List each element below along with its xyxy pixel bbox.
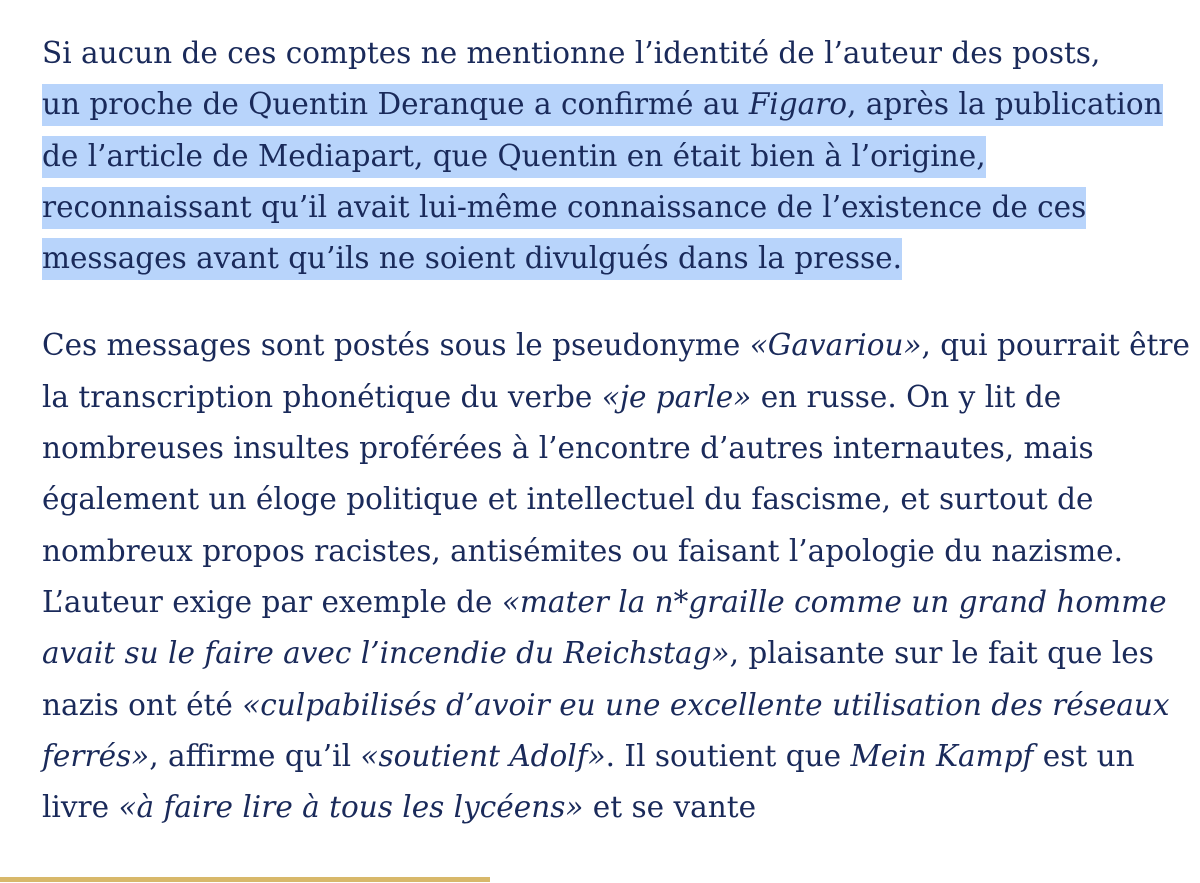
- quote-reichstag: «mater la n*graille comme un grand homme avait su le faire avec l’incendie du Reichstag»: [42, 584, 1167, 671]
- paragraph-2-text-2: , qui pourrait être la transcription phonétique du verbe: [42, 328, 1190, 414]
- paragraph-1-lead: Si aucun de ces comptes ne mentionne l’identité de l’auteur des posts,: [42, 36, 1101, 70]
- paragraph-2-text-7: est un livre: [42, 738, 1135, 825]
- quote-lyceens: «à faire lire à tous les lycéens»: [118, 790, 584, 825]
- selected-italic-figaro: Figaro: [748, 87, 848, 122]
- quote-gavariou: «Gavariou»: [749, 328, 922, 363]
- paragraph-2-text-8: et se vante: [583, 790, 757, 825]
- paragraph-2: [42, 320, 1192, 833]
- quote-reseaux-ferres: «culpabilisés d’avoir eu une excellente utilisation des réseaux ferrés»: [42, 687, 1170, 773]
- paragraph-2-text-4: , plaisante sur le fait que les nazis ont été: [42, 636, 1154, 722]
- reading-progress-bar: [0, 877, 490, 882]
- selected-text-1: un proche de Quentin Deranque a confirmé au: [42, 87, 749, 122]
- book-title-mein-kampf: Mein Kampf: [850, 738, 1034, 773]
- article-body: [42, 28, 1192, 833]
- paragraph-2-text-1: Ces messages sont postés sous le pseudonyme: [42, 328, 750, 363]
- paragraph-2-text-6: . Il soutient que: [605, 738, 851, 773]
- paragraph-2-text-5: , affirme qu’il: [149, 738, 361, 773]
- quote-soutient-adolf: «soutient Adolf»: [360, 738, 606, 773]
- selected-text-2: , après la publication de l’article de Mediapart, que Quentin en était bien à l’origine, reconnaissant qu’il avait lui-même connaissance de l’existence de ces messages avant qu’ils ne soient divulgués dans la presse.: [42, 87, 1163, 276]
- quote-je-parle: «je parle»: [601, 379, 752, 414]
- text-selection[interactable]: [42, 84, 1163, 280]
- paragraph-1: [42, 28, 1192, 284]
- paragraph-2-text-3: en russe. On y lit de nombreuses insultes proférées à l’encontre d’autres internautes, mais également un éloge politique et intellectuel du fascisme, et surtout de nombreux propos racistes, antisémites ou faisant l’apologie du nazisme. L’auteur exige par exemple de: [42, 379, 1123, 619]
